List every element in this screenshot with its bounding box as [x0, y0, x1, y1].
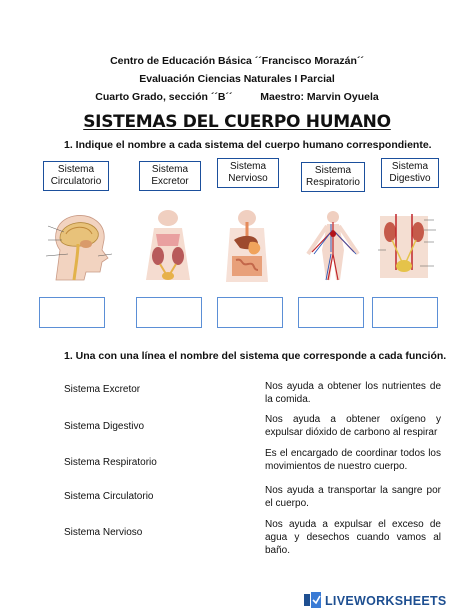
- system-label-3[interactable]: [217, 158, 279, 188]
- system-label-2[interactable]: [139, 161, 201, 191]
- match-function-5[interactable]: Nos ayuda a expulsar el exceso de agua y desechos cuando vamos al baño.: [265, 519, 441, 556]
- system-label-2-line1: Sistema: [151, 164, 189, 175]
- answer-box-5[interactable]: [372, 297, 438, 328]
- system-label-1[interactable]: [43, 161, 109, 191]
- answer-box-4[interactable]: [298, 297, 364, 328]
- evaluation-title: Evaluación Ciencias Naturales I Parcial: [139, 73, 335, 85]
- page-title: SISTEMAS DEL CUERPO HUMANO: [83, 112, 391, 132]
- system-label-5[interactable]: [381, 158, 439, 188]
- system-label-4-line1: Sistema: [314, 165, 352, 176]
- match-system-4[interactable]: Sistema Circulatorio: [64, 491, 154, 502]
- system-label-5-line1: Sistema: [391, 161, 429, 172]
- liveworksheets-logo-icon: [304, 592, 321, 608]
- circulatory-system-image: [298, 210, 368, 284]
- answer-box-2[interactable]: [136, 297, 202, 328]
- urinary-system-image: [374, 210, 442, 284]
- grade-section: Cuarto Grado, sección ´´B´´: [95, 91, 233, 103]
- match-system-2[interactable]: Sistema Digestivo: [64, 421, 145, 432]
- match-system-3[interactable]: Sistema Respiratorio: [64, 457, 157, 468]
- system-label-1-line2: Circulatorio: [50, 176, 102, 187]
- question-2: 1. Una con una línea el nombre del sistema que corresponde a cada función.: [64, 350, 447, 362]
- match-function-2[interactable]: Nos ayuda a obtener oxígeno y expulsar dióxido de carbono al respirar: [265, 414, 441, 438]
- match-function-4[interactable]: Nos ayuda a transportar la sangre por el cuerpo.: [265, 485, 441, 509]
- answer-box-1[interactable]: [39, 297, 105, 328]
- match-system-5[interactable]: Sistema Nervioso: [64, 527, 143, 538]
- system-label-2-line2: Excretor: [151, 176, 189, 187]
- match-system-1[interactable]: Sistema Excretor: [64, 384, 141, 395]
- system-label-1-line1: Sistema: [57, 164, 95, 175]
- teacher-name: Maestro: Marvin Oyuela: [260, 91, 379, 103]
- system-label-5-line2: Digestivo: [389, 173, 431, 184]
- question-1: 1. Indique el nombre a cada sistema del cuerpo humano correspondiente.: [64, 139, 432, 151]
- system-label-3-line1: Sistema: [229, 161, 267, 172]
- digestive-system-image: [214, 210, 280, 284]
- brand-footer: LIVEWORKSHEETS: [325, 594, 447, 608]
- excretory-system-image: [132, 210, 204, 284]
- answer-box-3[interactable]: [217, 297, 283, 328]
- system-label-3-line2: Nervioso: [228, 173, 268, 184]
- school-name: Centro de Educación Básica ´´Francisco Morazán´´: [110, 55, 364, 67]
- system-label-4-line2: Respiratorio: [306, 177, 360, 188]
- system-label-4[interactable]: [301, 162, 365, 192]
- nervous-system-head-image: [38, 210, 118, 284]
- match-function-1[interactable]: Nos ayuda a obtener los nutrientes de la comida.: [265, 381, 441, 405]
- match-function-3[interactable]: Es el encargado de coordinar todos los movimientos de nuestro cuerpo.: [265, 448, 441, 472]
- grade-teacher-line: [0, 91, 474, 103]
